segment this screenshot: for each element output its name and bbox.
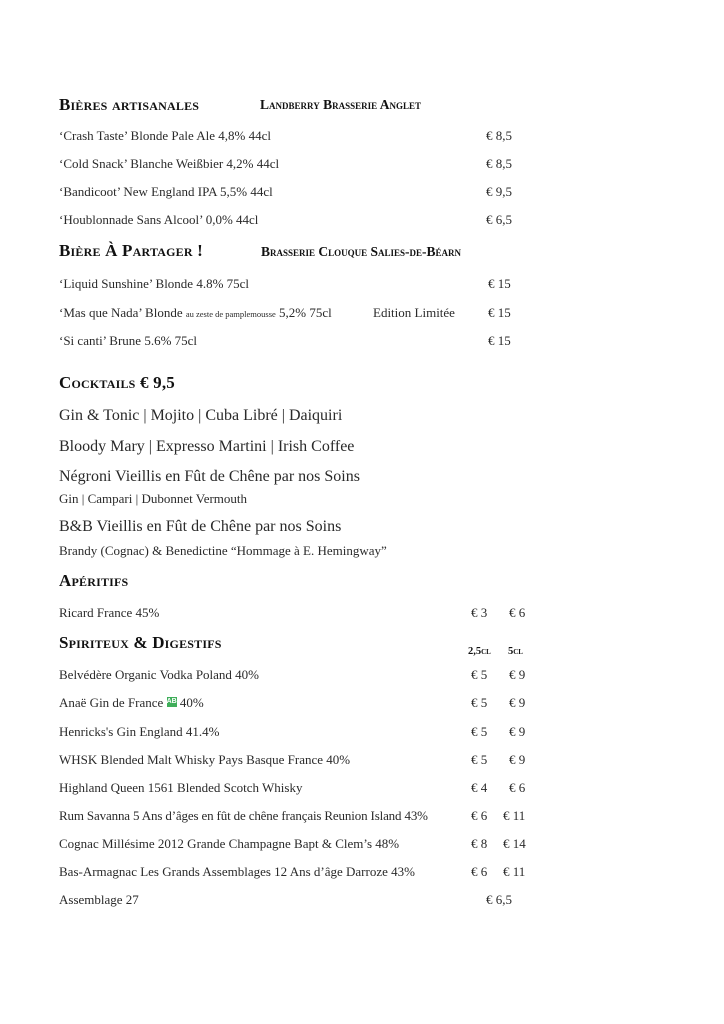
share-item [59, 305, 332, 321]
spirit-price-small: € 6 [471, 808, 488, 823]
spirit-price-small: € 5 [471, 752, 488, 767]
aperitif-item: Ricard France 45% [59, 605, 160, 620]
section-title-share: Bière À Partager ! [59, 241, 204, 260]
spirit-price-large: € 14 [503, 836, 526, 851]
spirit-price-large: € 9 [509, 724, 526, 739]
aperitif-price-large: € 6 [509, 605, 526, 620]
cocktail-sub: Brandy (Cognac) & Benedictine “Hommage à E. Hemingway” [59, 543, 387, 558]
spirit-price-large: € 9 [509, 752, 526, 767]
section-title-spirits: Spiriteux & Digestifs [59, 633, 222, 652]
beer-item: ‘Crash Taste’ Blonde Pale Ale 4,8% 44cl [59, 128, 271, 143]
spirit-item: Assemblage 27 [59, 892, 139, 907]
spirit-price-small: € 4 [471, 780, 488, 795]
spirit-item [59, 695, 204, 711]
spirit-price-small: € 6 [471, 864, 488, 879]
spirit-price-large: € 6 [509, 780, 526, 795]
spirit-item: Henricks's Gin England 41.4% [59, 724, 220, 739]
cocktail-sub: Gin | Campari | Dubonnet Vermouth [59, 491, 248, 506]
spirit-price-large: € 11 [503, 864, 526, 879]
spirit-price-small: € 5 [471, 724, 488, 739]
share-price: € 15 [488, 305, 511, 320]
share-item: ‘Liquid Sunshine’ Blonde 4.8% 75cl [59, 276, 250, 291]
spirit-price-small: € 5 [471, 695, 488, 710]
beer-price: € 8,5 [486, 128, 512, 143]
beer-item: ‘Houblonnade Sans Alcool’ 0,0% 44cl [59, 212, 259, 227]
beer-price: € 8,5 [486, 156, 512, 171]
spirit-price-large: € 9 [509, 667, 526, 682]
brewery-landberry: Landberry Brasserie Anglet [260, 97, 421, 112]
spirit-item: WHSK Blended Malt Whisky Pays Basque France 40% [59, 752, 351, 767]
share-item-name: ‘Mas que Nada’ Blonde [59, 305, 183, 320]
spirit-item: Bas-Armagnac Les Grands Assemblages 12 Ans d’âge Darroze 43% [59, 864, 415, 879]
spirit-item-abv: 40% [179, 695, 204, 710]
share-item-detail: au zeste de pamplemousse [185, 309, 276, 319]
spirit-item: Belvédère Organic Vodka Poland 40% [59, 667, 260, 682]
spirit-price-small: € 8 [471, 836, 488, 851]
column-header-2-5cl: 2,5cl [468, 646, 491, 657]
spirit-item-name: Anaë Gin de France [59, 695, 164, 710]
beer-item: ‘Bandicoot’ New England IPA 5,5% 44cl [59, 184, 273, 199]
spirit-item: Cognac Millésime 2012 Grande Champagne Bapt & Clem’s 48% [59, 836, 400, 851]
brewery-clouque: Brasserie Clouque Salies-de-Béarn [261, 244, 462, 259]
share-item: ‘Si canti’ Brune 5.6% 75cl [59, 333, 198, 348]
column-header-5cl: 5cl [508, 646, 523, 657]
cocktail-line: Négroni Vieillis en Fût de Chêne par nos Soins [59, 468, 360, 485]
organic-ab-icon: AB [166, 698, 177, 705]
spirit-item: Highland Queen 1561 Blended Scotch Whisky [59, 780, 303, 795]
beer-price: € 6,5 [486, 212, 512, 227]
spirit-price-large: € 11 [503, 808, 526, 823]
section-title-aperitifs: Apéritifs [59, 571, 129, 590]
section-title-cocktails: Cocktails € 9,5 [59, 373, 175, 392]
spirit-price-large: € 9 [509, 695, 526, 710]
beer-item: ‘Cold Snack’ Blanche Weißbier 4,2% 44cl [59, 156, 280, 171]
share-price: € 15 [488, 276, 511, 291]
cocktail-line: Bloody Mary | Expresso Martini | Irish Coffee [59, 438, 355, 455]
cocktail-line: Gin & Tonic | Mojito | Cuba Libré | Daiquiri [59, 407, 343, 424]
cocktail-line: B&B Vieillis en Fût de Chêne par nos Soins [59, 518, 342, 535]
limited-edition-note: Edition Limitée [373, 305, 455, 320]
aperitif-price-small: € 3 [471, 605, 488, 620]
share-price: € 15 [488, 333, 511, 348]
spirit-price: € 6,5 [486, 892, 512, 907]
share-item-abv: 5,2% 75cl [279, 305, 332, 320]
spirit-item: Rum Savanna 5 Ans d’âges en fût de chêne français Reunion Island 43% [59, 808, 428, 823]
section-title-beers: Bières artisanales [59, 95, 200, 114]
beer-price: € 9,5 [486, 184, 512, 199]
spirit-price-small: € 5 [471, 667, 488, 682]
